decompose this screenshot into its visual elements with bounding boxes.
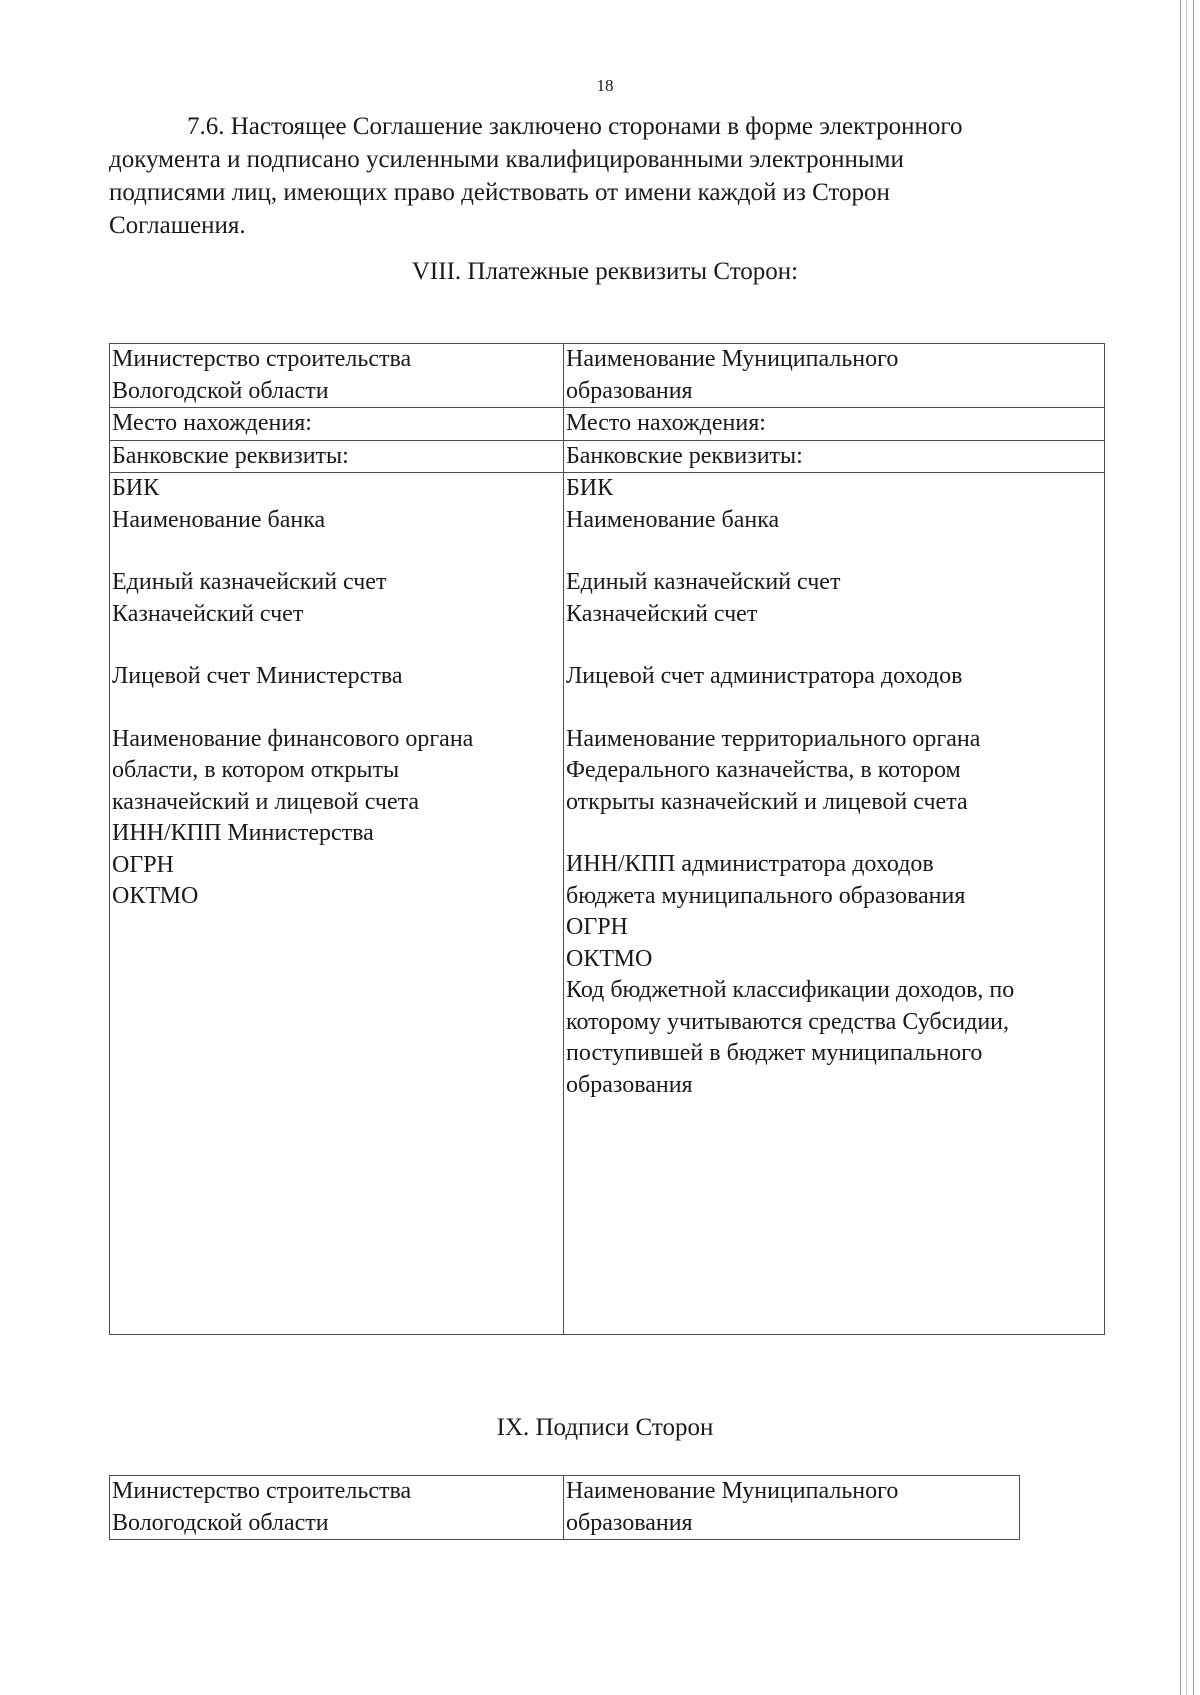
cell-line: казначейский и лицевой счета xyxy=(112,788,420,815)
cell-line: открыты казначейский и лицевой счета xyxy=(566,788,968,815)
blank-line xyxy=(566,630,1104,661)
payment-details-table xyxy=(109,343,1105,1335)
details-cell-left xyxy=(110,473,564,1335)
blank-line xyxy=(566,536,1104,567)
cell-line: Лицевой счет Министерства xyxy=(112,663,403,689)
blank-line xyxy=(566,818,1104,849)
cell-line: которому учитываются средства Субсидии, xyxy=(566,1008,1010,1035)
table-row xyxy=(110,473,1105,1335)
cell-line: Наименование банка xyxy=(112,506,326,533)
cell-line: Наименование территориального органа xyxy=(566,725,981,752)
blank-line xyxy=(112,630,563,661)
paragraph-line: Соглашения. xyxy=(109,212,246,239)
cell-line: Вологодской области xyxy=(112,377,329,404)
cell-line: Наименование Муниципального xyxy=(566,346,899,372)
bank-cell-left: Банковские реквизиты: xyxy=(110,440,564,473)
cell-line: Наименование финансового органа xyxy=(112,725,474,752)
table-row xyxy=(110,344,1105,408)
table-row xyxy=(110,408,1105,441)
cell-line: Наименование банка xyxy=(566,506,780,533)
scan-edge-lines xyxy=(1172,0,1200,1695)
cell-line: образования xyxy=(566,377,693,404)
signatures-table xyxy=(109,1475,1020,1540)
paragraph-line: документа и подписано усиленными квалифицированными электронными xyxy=(109,146,904,173)
location-cell-left: Место нахождения: xyxy=(110,408,564,441)
paragraph-line: 7.6. Настоящее Соглашение заключено сторонами в форме электронного xyxy=(187,113,963,140)
municipality-name-cell xyxy=(564,344,1105,408)
cell-line: поступившей в бюджет муниципального xyxy=(566,1040,983,1066)
municipality-signature-cell xyxy=(564,1476,1020,1540)
clause-7-6 xyxy=(109,110,1105,242)
section-heading-payment-details: VIII. Платежные реквизиты Сторон: xyxy=(411,258,799,285)
cell-line: БИК xyxy=(566,475,614,501)
paragraph-line: подписями лиц, имеющих право действовать от имени каждой из Сторон xyxy=(109,179,890,206)
cell-line: Казначейский счет xyxy=(566,600,758,627)
cell-line: бюджета муниципального образования xyxy=(566,882,966,909)
blank-line xyxy=(112,693,563,724)
ministry-name-cell xyxy=(110,344,564,408)
cell-line: ИНН/КПП Министерства xyxy=(112,820,374,846)
cell-line: Министерство строительства xyxy=(112,1478,412,1504)
bank-cell-right: Банковские реквизиты: xyxy=(564,440,1105,473)
cell-line: Министерство строительства xyxy=(112,346,412,372)
section-heading-signatures: IX. Подписи Сторон xyxy=(496,1414,714,1441)
details-cell-right xyxy=(564,473,1105,1335)
cell-line: БИК xyxy=(112,475,160,501)
cell-line: Код бюджетной классификации доходов, по xyxy=(566,977,1015,1003)
cell-line: Единый казначейский счет xyxy=(566,569,841,595)
cell-line: ОГРН xyxy=(566,914,628,940)
ministry-signature-cell xyxy=(110,1476,564,1540)
table-row xyxy=(110,440,1105,473)
blank-line xyxy=(566,693,1104,724)
cell-line: Федерального казначейства, в котором xyxy=(566,757,961,783)
cell-line: Казначейский счет xyxy=(112,600,304,627)
cell-line: ОГРН xyxy=(112,851,174,878)
cell-line: Единый казначейский счет xyxy=(112,569,387,595)
cell-line: области, в котором открыты xyxy=(112,757,400,783)
cell-line: ОКТМО xyxy=(112,883,199,909)
cell-line: Вологодской области xyxy=(112,1509,329,1536)
blank-line xyxy=(112,536,563,567)
cell-line: ИНН/КПП администратора доходов xyxy=(566,851,934,877)
cell-line: Наименование Муниципального xyxy=(566,1478,899,1504)
cell-line: образования xyxy=(566,1071,693,1098)
table-row xyxy=(110,1476,1020,1540)
cell-line: ОКТМО xyxy=(566,945,653,972)
location-cell-right: Место нахождения: xyxy=(564,408,1105,441)
cell-line: Лицевой счет администратора доходов xyxy=(566,663,963,689)
cell-line: образования xyxy=(566,1509,693,1536)
page-number: 18 xyxy=(596,76,614,95)
